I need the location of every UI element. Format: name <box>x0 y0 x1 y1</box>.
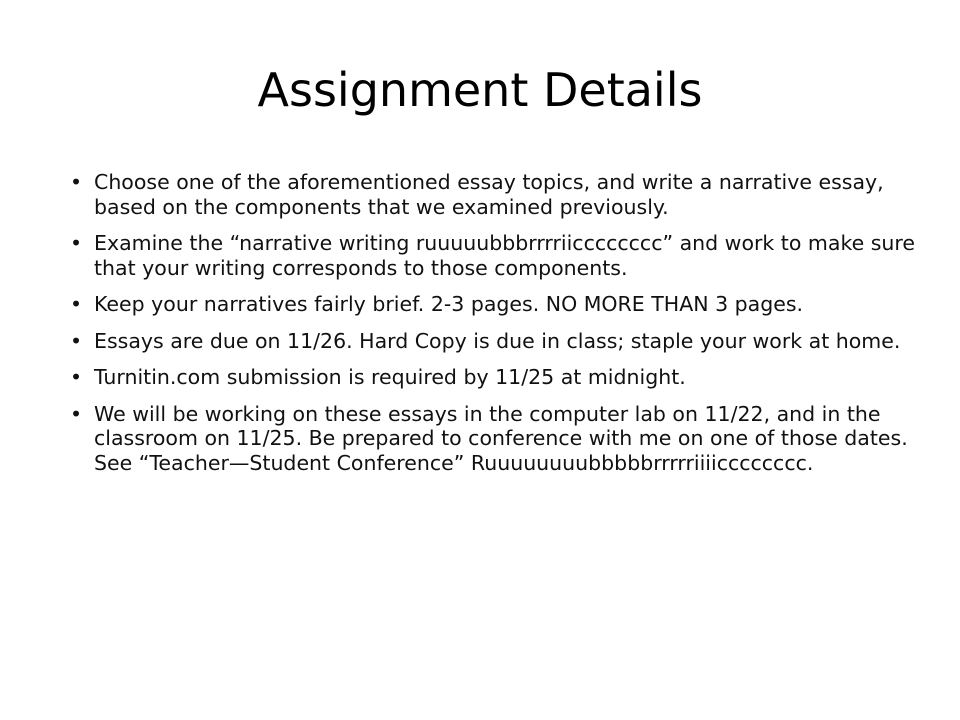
bullet-item <box>70 365 915 390</box>
bullet-item <box>70 329 915 354</box>
bullet-text: Turnitin.com submission is required by 11/25 at midnight. <box>94 365 686 389</box>
bullet-item <box>70 231 915 280</box>
bullet-text: Choose one of the aforementioned essay topics, and write a narrative essay, based on the components that we examined previously. <box>94 170 884 219</box>
bullet-text: Keep your narratives fairly brief. 2-3 pages. NO MORE THAN 3 pages. <box>94 292 804 316</box>
bullet-text: Examine the “narrative writing ruuuuubbbrrrriicccccccc” and work to make sure that your writing corresponds to those components. <box>94 231 915 280</box>
bullet-item <box>70 402 915 476</box>
bullet-text: Essays are due on 11/26. Hard Copy is due in class; staple your work at home. <box>94 328 901 353</box>
bullet-item <box>70 170 915 219</box>
bullet-dot-icon: • <box>70 365 83 389</box>
slide-title: Assignment Details <box>257 63 703 117</box>
bullet-dot-icon: • <box>70 231 83 255</box>
bullet-dot-icon: • <box>70 401 83 426</box>
bullet-dot-icon: • <box>70 170 83 194</box>
bullet-list <box>70 170 915 487</box>
bullet-text: We will be working on these essays in the computer lab on 11/22, and in the classroom on 11/25. Be prepared to conference with me on one of those dates. See “Teacher—Student Conference” Ruuuuuuuubbbbbrrrrriiiicccccccc. <box>94 401 908 475</box>
bullet-dot-icon: • <box>70 328 83 353</box>
bullet-item <box>70 292 915 317</box>
bullet-dot-icon: • <box>70 292 83 316</box>
